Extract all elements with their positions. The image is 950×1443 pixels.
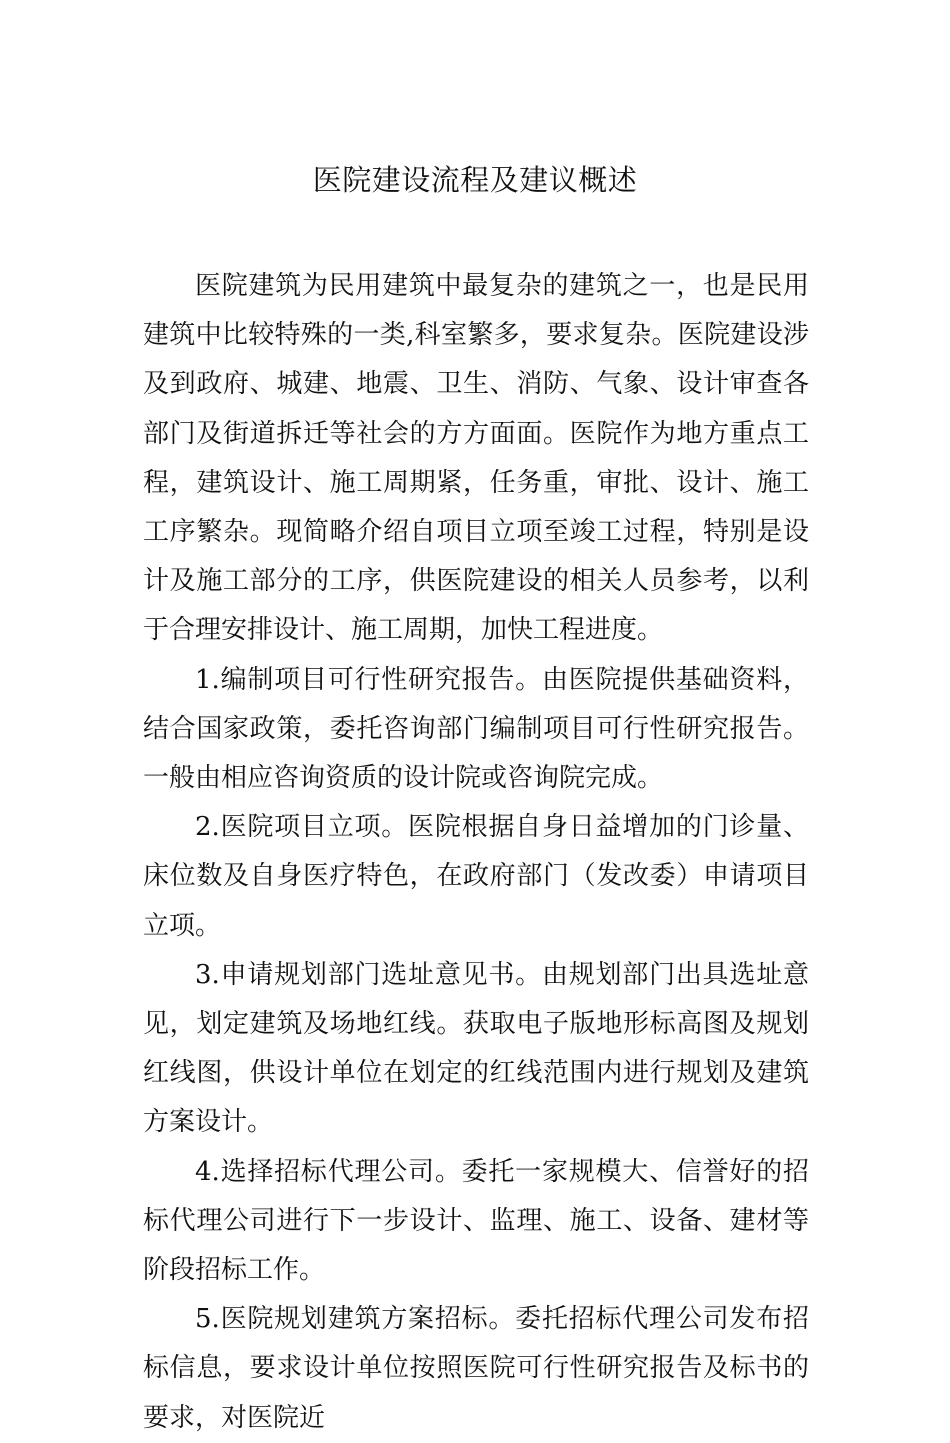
paragraph-step-5: 5.医院规划建筑方案招标。委托招标代理公司发布招标信息，要求设计单位按照医院可行性研究报告及标书的要求，对医院近 bbox=[143, 1304, 809, 1433]
paragraph-intro: 医院建筑为民用建筑中最复杂的建筑之一，也是民用建筑中比较特殊的一类,科室繁多，要求复杂。医院建设涉及到政府、城建、地震、卫生、消防、气象、设计审查各部门及街道拆迁等社会的方方面面。医院作为地方重点工程，建筑设计、施工周期紧，任务重，审批、设计、施工工序繁杂。现简略介绍自项目立项至竣工过程，特别是设计及施工部分的工序，供医院建设的相关人员参考，以利于合理安排设计、施工周期，加快工程进度。 bbox=[143, 271, 809, 646]
document-title: 医院建设流程及建议概述 bbox=[312, 163, 638, 197]
document-body bbox=[143, 262, 809, 1443]
paragraph-step-4: 4.选择招标代理公司。委托一家规模大、信誉好的招标代理公司进行下一步设计、监理、施工、设备、建材等阶段招标工作。 bbox=[143, 1156, 809, 1286]
paragraph-step-1: 1.编制项目可行性研究报告。由医院提供基础资料，结合国家政策，委托咨询部门编制项目可行性研究报告。一般由相应咨询资质的设计院或咨询院完成。 bbox=[143, 664, 809, 794]
paragraph-step-2: 2.医院项目立项。医院根据自身日益增加的门诊量、床位数及自身医疗特色，在政府部门（发改委）申请项目立项。 bbox=[143, 812, 809, 941]
paragraph-step-3: 3.申请规划部门选址意见书。由规划部门出具选址意见，划定建筑及场地红线。获取电子版地形标高图及规划红线图，供设计单位在划定的红线范围内进行规划及建筑方案设计。 bbox=[143, 959, 809, 1138]
